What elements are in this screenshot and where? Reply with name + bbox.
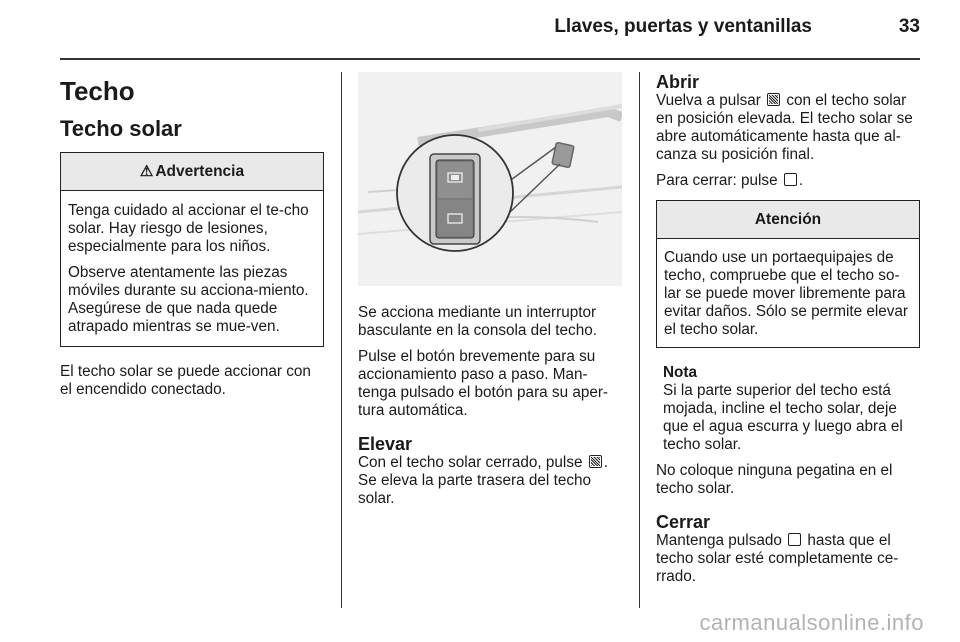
warning-box-body	[61, 191, 323, 346]
close-roof-icon	[784, 173, 797, 186]
raise-roof-icon	[589, 455, 602, 468]
cerrar-text: Mantenga pulsado	[656, 532, 782, 549]
abrir-text-end: con el techo solar en posición elevada. El techo solar se abre automáticamente hasta que al-canza su posición final.	[656, 92, 913, 163]
subheading-abrir: Abrir	[656, 72, 700, 92]
warning-box-header	[61, 153, 323, 191]
subheading-cerrar: Cerrar	[656, 512, 711, 532]
left-column	[60, 72, 324, 407]
note-title: Nota	[663, 364, 697, 381]
note-paragraph: Si la parte superior del techo está mojada, incline el techo solar, deje que el agua escurra y luego abra el techo solar.	[663, 382, 903, 453]
note-block	[656, 364, 920, 454]
body-paragraph: El techo solar se puede accionar con el encendido conectado.	[60, 363, 311, 398]
section-title: Techo	[60, 76, 135, 106]
body-paragraph: Se acciona mediante un interruptor basculante en la consola del techo.	[358, 304, 597, 339]
raise-roof-icon	[767, 93, 780, 106]
elevar-paragraph	[358, 454, 622, 508]
close-instruction	[656, 172, 920, 190]
close-roof-icon	[788, 533, 801, 546]
warning-paragraph: Tenga cuidado al accionar el te-cho solar. Hay riesgo de lesiones, especialmente para los niños.	[68, 202, 309, 255]
attention-box-header: Atención	[657, 201, 919, 239]
elevar-text-end: . Se eleva la parte trasera del techo solar.	[358, 454, 608, 507]
attention-paragraph: Cuando use un portaequipajes de techo, compruebe que el techo so-lar se puede mover libremente para evitar daños. Sólo se permite elevar el techo solar.	[664, 249, 909, 338]
close-instruction-text: Para cerrar: pulse	[656, 172, 778, 189]
right-column	[656, 72, 920, 594]
column-divider	[639, 72, 640, 608]
body-paragraph: No coloque ninguna pegatina en el techo solar.	[656, 462, 893, 497]
watermark: carmanualsonline.info	[699, 610, 924, 635]
abrir-paragraph	[656, 92, 920, 164]
header-title: Llaves, puertas y ventanillas	[554, 16, 812, 37]
subsection-title: Techo solar	[60, 116, 182, 141]
header-rule	[60, 58, 920, 60]
warning-box	[60, 152, 324, 347]
warning-title: Advertencia	[155, 163, 245, 180]
warning-paragraph: Observe atentamente las piezas móviles durante su acciona-miento. Asegúrese de que nada quede atrapado mientras se mue-ven.	[68, 264, 309, 335]
attention-box-body	[657, 239, 919, 347]
elevar-text: Con el techo solar cerrado, pulse	[358, 454, 583, 471]
roof-switch-illustration	[358, 72, 622, 286]
subheading-elevar: Elevar	[358, 434, 413, 454]
cerrar-text-end: hasta que el techo solar esté completamente ce-rrado.	[656, 532, 899, 585]
column-divider	[341, 72, 342, 608]
body-paragraph: Pulse el botón brevemente para su accionamiento paso a paso. Man-tenga pulsado el botón para su aper-tura automática.	[358, 348, 609, 419]
warning-triangle-icon: ⚠	[139, 163, 154, 180]
middle-column	[358, 72, 622, 516]
close-instruction-end: .	[798, 172, 804, 189]
cerrar-paragraph	[656, 532, 920, 586]
page-number: 33	[898, 16, 920, 37]
attention-box	[656, 200, 920, 348]
abrir-text: Vuelva a pulsar	[656, 92, 761, 109]
